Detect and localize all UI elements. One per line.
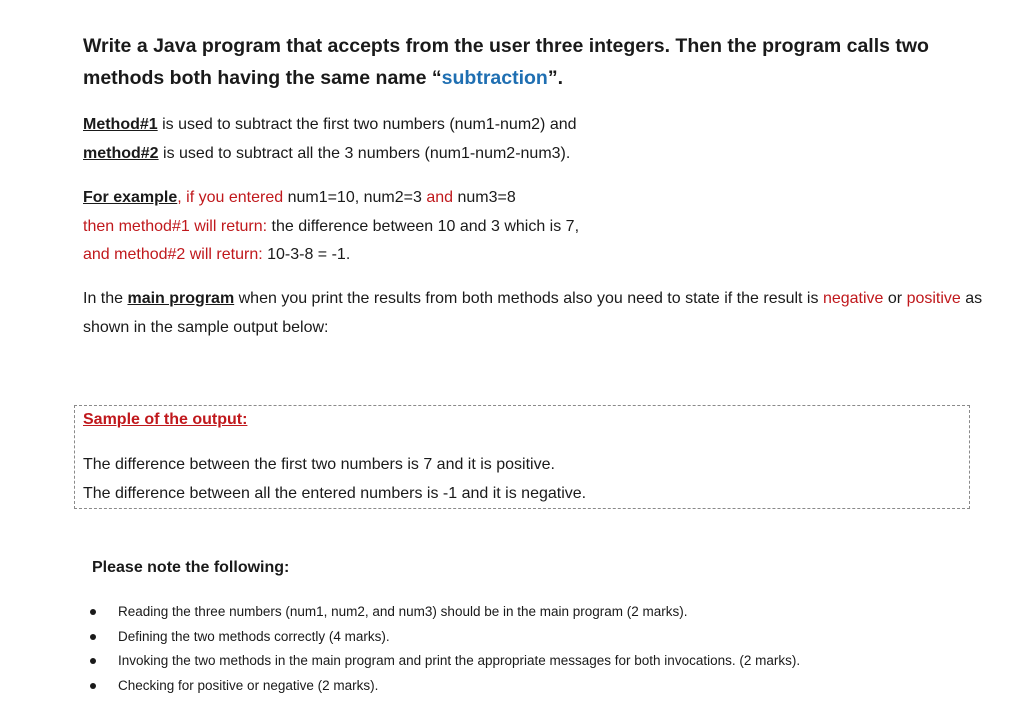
main-text-3: or — [883, 290, 907, 307]
note-text: Defining the two methods correctly (4 marks). — [118, 628, 390, 644]
note-text: Invoking the two methods in the main program and print the appropriate messages for both invocations. (2 marks). — [118, 653, 801, 668]
bullet-icon — [90, 683, 96, 689]
main-program-paragraph — [83, 285, 983, 342]
list-item — [90, 649, 990, 674]
main-program-label: main program — [127, 290, 235, 307]
example-label: For example — [83, 189, 178, 206]
method2-text: is used to subtract all the 3 numbers (num1-num2-num3). — [158, 144, 571, 162]
bullet-icon — [90, 634, 96, 640]
sample-output-box — [74, 405, 970, 509]
main-text-2: when you print the results from both methods also you need to state if the result is — [234, 290, 823, 307]
example-line2-black: the difference between 10 and 3 which is 7, — [271, 217, 580, 235]
main-text-1: In the — [83, 290, 128, 307]
example-line2-red: then method#1 will return: — [83, 217, 272, 235]
example-values-2: num3=8 — [457, 189, 516, 206]
question-heading — [83, 30, 983, 94]
method1-text: is used to subtract the first two numbers (num1-num2) and — [157, 116, 577, 133]
positive-word: positive — [906, 290, 961, 307]
heading-text-start: Write a Java program that accepts from the user three integers. Then the program calls two methods both having the same name “ — [83, 35, 929, 89]
heading-text-end: ”. — [547, 67, 564, 89]
methods-description — [83, 111, 983, 168]
notes-title: Please note the following: — [92, 559, 290, 576]
example-text-2: and — [426, 189, 458, 206]
sample-title: Sample of the output: — [83, 411, 248, 428]
method2-label: method#2 — [83, 144, 159, 162]
method1-label: Method#1 — [83, 116, 158, 133]
negative-word: negative — [822, 290, 884, 307]
note-text: Reading the three numbers (num1, num2, and num3) should be in the main program (2 marks). — [118, 604, 688, 619]
bullet-icon — [90, 658, 96, 664]
list-item — [90, 674, 990, 699]
example-paragraph — [83, 184, 983, 270]
method-name: subtraction — [441, 67, 548, 89]
bullet-icon — [90, 609, 96, 615]
note-text: Checking for positive or negative (2 marks). — [118, 677, 379, 693]
list-item — [90, 625, 990, 650]
example-line3-black: 10-3-8 = -1. — [267, 246, 351, 263]
example-values-1: num1=10, num2=3 — [287, 189, 427, 206]
sample-line-1: The difference between the first two numbers is 7 and it is positive. — [83, 456, 555, 473]
example-line3-red: and method#2 will return: — [83, 246, 268, 263]
notes-list — [90, 600, 990, 698]
main-text-4: as shown in the sample output below: — [83, 290, 983, 336]
list-item — [90, 600, 990, 625]
sample-line-2: The difference between all the entered numbers is -1 and it is negative. — [83, 485, 587, 502]
example-text-1: , if you entered — [177, 189, 288, 206]
